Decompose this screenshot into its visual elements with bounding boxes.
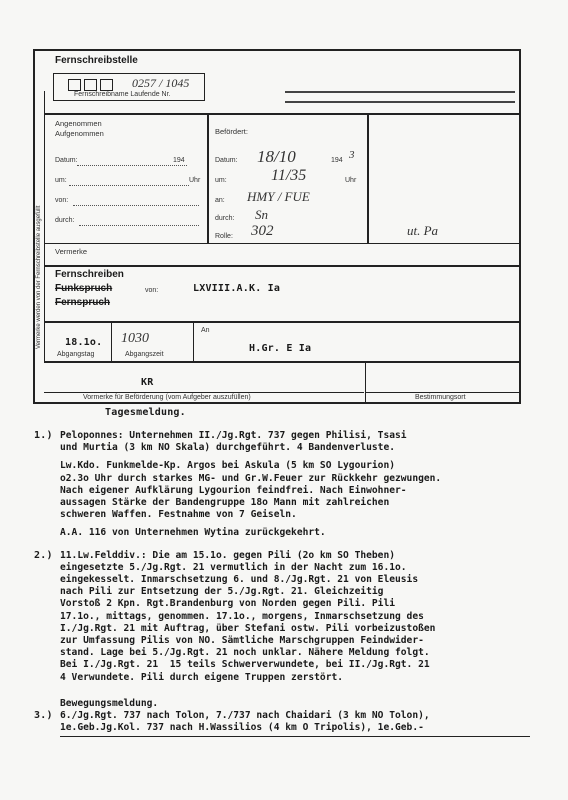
durch2-label: durch: (215, 215, 235, 222)
um-label: um: (55, 177, 67, 184)
vormerke-label: Vormerke für Beförderung (vom Aufgeber auszufüllen) (83, 394, 251, 401)
aufgenommen-label: Aufgenommen (55, 129, 104, 138)
funkspruch-label: Funkspruch (55, 283, 113, 294)
form-title: Fernschreibstelle (55, 55, 138, 66)
report-item-2-text (60, 550, 550, 684)
text-line: schweren Waffen. Festnahme von 7 Geiseln. (60, 509, 297, 521)
text-line: Peloponnes: Unternehmen II./Jg.Rgt. 737 gegen Philisi, Tsasi (60, 430, 407, 441)
report-item-1: 1.) Peloponnes: Unternehmen II./Jg.Rgt. 737 gegen Philisi, Tsasi und Murtia (3 km NO Skala) durchgeführt. 4 Bandenverluste. Lw.Kdo. Funkmelde-Kp. Argos bei Askula (5 km SO Lygourion) o2.3o Uhr durch starkes MG- und Gr.W.Feuer zur Rückkehr gezwungen. Nach eigener Aufklärung Lygourion feindfrei. Nach Einwohner- aussagen Stärke der Bandengruppe 18o Mann mit zahlreichen schweren Waffen. Festnahme von 7 Geiseln. A.A. 116 von Unternehmen Wytina zurückgekehrt. (60, 430, 550, 540)
von-label: von: (55, 197, 69, 204)
befoerdert-label: Befördert: (215, 127, 248, 136)
an-label-2: An (201, 327, 210, 334)
befoerdert-uhr-label: Uhr (345, 177, 357, 184)
report (34, 407, 550, 734)
text-line: 4 Verwundete. Pili durch eigene Truppen zerstört. (60, 671, 344, 683)
text-line: o2.3o Uhr durch starkes MG- und Gr.W.Feuer zur Rückkehr gezwungen. (60, 472, 442, 484)
befoerdert-datum: 18/10 (257, 147, 296, 166)
text-line: 17.1o., mittags, genommen. 17.1o., morgens, Inmarschsetzung des (60, 610, 424, 622)
durch-label: durch: (55, 217, 75, 224)
underline (60, 736, 530, 737)
text-line: Bei I./Jg.Rgt. 21 15 teils Schwerverwundete, bei II./Jg.Rgt. 21 (60, 659, 430, 671)
text-line: eingekesselt. Inmarschsetzung 6. und 8./Jg.Rgt. 21 von Eleusis (60, 574, 419, 586)
befoerdert-um: 11/35 (271, 167, 307, 184)
befoerdert-um-label: um: (215, 177, 227, 184)
rolle-label: Rolle: (215, 233, 233, 240)
text-line: A.A. 116 von Unternehmen Wytina zurückgekehrt. (60, 527, 326, 539)
an-label: an: (215, 197, 225, 204)
initials: ut. Pa (407, 223, 439, 238)
text-line: Lw.Kdo. Funkmelde-Kp. Argos bei Askula (5 km SO Lygourion) (60, 460, 396, 472)
text-line: nach Pili zur Entsetzung der 5./Jg.Rgt. 21. Gleichzeitig (60, 586, 384, 598)
recipient: H.Gr. E Ia (249, 343, 312, 354)
datum-label: Datum: (55, 157, 78, 164)
teleprinter-form (33, 49, 521, 404)
an-value: HMY / FUE (247, 189, 310, 204)
text-line: aussagen Stärke der Bandengruppe 18o Mann mit zahlreichen (60, 497, 390, 509)
year-prefix: 194 (173, 157, 185, 164)
von-label-2: von: (145, 287, 159, 294)
bestimmungsort-label: Bestimmungsort (415, 394, 466, 401)
side-note: Vermerke werden von der Fernschreibstelle ausgefüllt (34, 91, 45, 361)
fernschreiben-label: Fernschreiben (55, 269, 124, 280)
abgangstag: 18.1o. (65, 337, 103, 348)
text-line: 1e.Geb.Jg.Kol. 737 nach H.Wassilios (4 km O Tripolis), 1e.Geb.- (60, 722, 424, 734)
report-item-1-text (60, 430, 550, 540)
text-line: und Murtia (3 km NO Skala) durchgeführt. 4 Bandenverluste. (60, 442, 396, 454)
report-item-2: 2.) 11.Lw.Felddiv.: Die am 15.1o. gegen Pili (2o km SO Theben) eingesetzte 5./Jg.Rgt. 21 vermutlich in der Nacht zum 16.1o. eingekesselt. Inmarschsetzung 6. und 8./Jg.Rgt. 21 von Eleusis nach Pili zur Entsetzung der 5./Jg.Rgt. 21. Gleichzeitig Vorstoß 2 Kpn. Rgt.Brandenburg von Norden gegen Pili. Pili 17.1o., mittags, genommen. 17.1o., morgens, Inmarschsetzung des I./Jg.Rgt. 21 mit Auftrag, über Stefani ostw. Pili vorbeizustoßen zur Umfassung Pilis von NO. Sämtliche Marschgruppen Feindwider- stand. Lage bei 5./Jg.Rgt. 21 noch unklar. Nähere Meldung folgt. Bei I./Jg.Rgt. 21 15 teils Schwerverwundete, bei II./Jg.Rgt. 21 4 Verwundete. Pili durch eigene Truppen zerstört. (60, 550, 550, 684)
vermerke-label: Vermerke (55, 247, 88, 256)
text-line: Nach eigener Aufklärung Lygourion feindfrei. Nach Einwohner- (60, 484, 407, 496)
laufende-nr: 0257 / 1045 (132, 76, 190, 90)
text-line: Vorstoß 2 Kpn. Rgt.Brandenburg von Norden gegen Pili. Pili (60, 598, 396, 610)
kr-mark: KR (141, 377, 154, 388)
report-item-3-text (60, 698, 550, 735)
text-line: Bewegungsmeldung. (60, 697, 159, 709)
text-line: 6./Jg.Rgt. 737 nach Tolon, 7./737 nach Chaidari (3 km NO Tolon), (60, 710, 430, 722)
text-line: I./Jg.Rgt. 21 mit Auftrag, über Stefani ostw. Pili vorbeizustoßen (60, 622, 436, 634)
text-line: 11.Lw.Felddiv.: Die am 15.1o. gegen Pili (2o km SO Theben) (60, 549, 396, 561)
abgangszeit-label: Abgangszeit (125, 351, 164, 358)
fernschreibname-label: Fernschreibname Laufende Nr. (74, 91, 171, 98)
text-line: zur Umfassung Pilis von NO. Sämtliche Marschgruppen Feindwider- (60, 635, 424, 647)
befoerdert-datum-label: Datum: (215, 157, 238, 164)
text-line: stand. Lage bei 5./Jg.Rgt. 21 noch unklar. Nähere Meldung folgt. (60, 647, 430, 659)
struck-header (285, 91, 515, 103)
befoerdert-year: 3 (349, 149, 355, 161)
abgangszeit: 1030 (121, 331, 149, 346)
report-item-3: 3.) Bewegungsmeldung. 6./Jg.Rgt. 737 nach Tolon, 7./737 nach Chaidari (3 km NO Tolon), 1e.Geb.Jg.Kol. 737 nach H.Wassilios (4 km O Tripolis), 1e.Geb.- (60, 698, 550, 735)
befoerdert-year-prefix: 194 (331, 157, 343, 164)
fernspruch-label: Fernspruch (55, 297, 111, 308)
report-title: Tagesmeldung. (105, 407, 186, 418)
angenommen-label: Angenommen (55, 119, 102, 128)
text-line: eingesetzte 5./Jg.Rgt. 21 vermutlich in der Nacht zum 16.1o. (60, 561, 407, 573)
rolle-value: 302 (251, 223, 274, 239)
fernschreibname-box (53, 73, 205, 101)
abgangstag-label: Abgangstag (57, 351, 95, 358)
uhr-label: Uhr (189, 177, 201, 184)
sender: LXVIII.A.K. Ia (193, 283, 281, 294)
durch2-value: Sn (255, 207, 268, 222)
